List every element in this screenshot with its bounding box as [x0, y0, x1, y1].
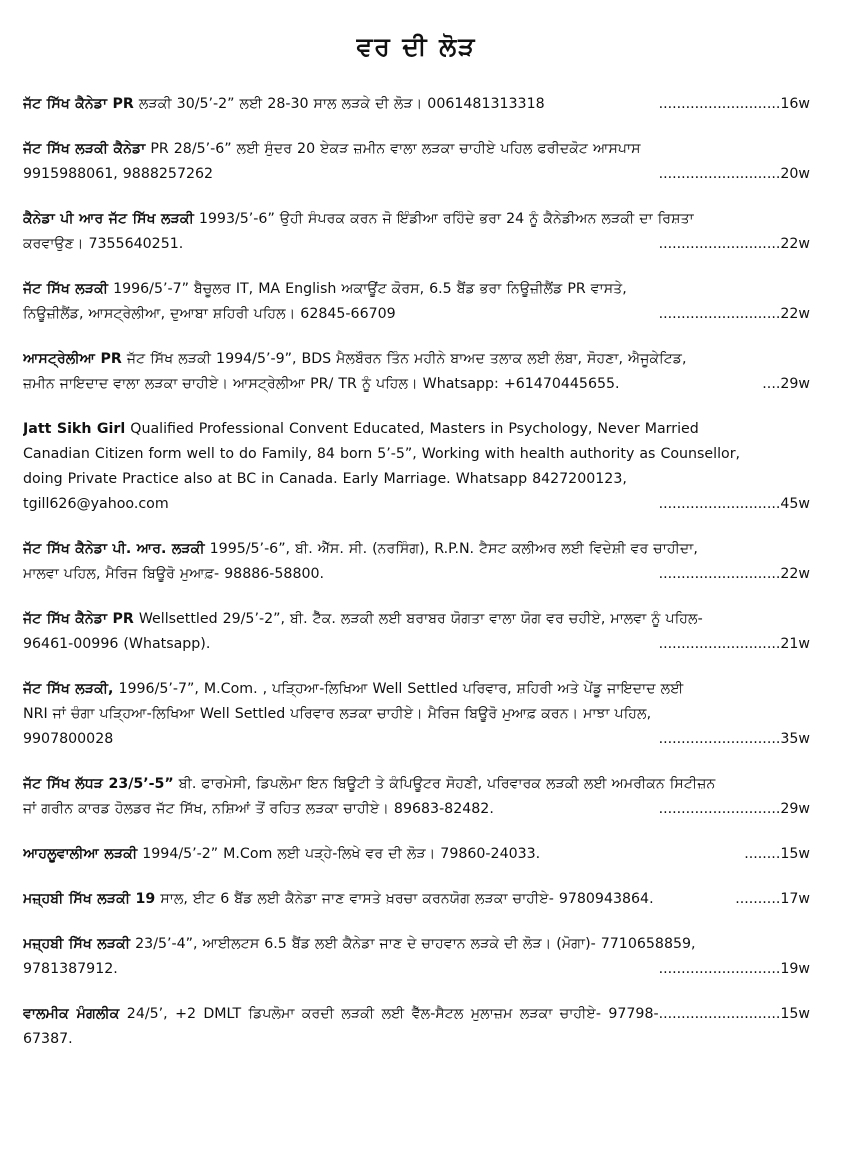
- ad-line: [23, 162, 810, 187]
- ad-line: [23, 537, 810, 562]
- classified-ad: [23, 417, 810, 517]
- ad-lead: ਜੱਟ ਸਿੱਖ ਕੈਨੇਡਾ ਪੀ. ਆਰ. ਲੜਕੀ: [23, 541, 205, 557]
- ad-lead: ਕੈਨੇਡਾ ਪੀ ਆਰ ਜੱਟ ਸਿੱਖ ਲੜਕੀ: [23, 211, 194, 227]
- ad-line: [23, 417, 810, 442]
- ad-separator: [23, 117, 810, 137]
- ad-lead: ਮਜ਼੍ਹਬੀ ਸਿੱਖ ਲੜਕੀ: [23, 936, 131, 952]
- ad-lead: ਆਹਲੂਵਾਲੀਆ ਲੜਕੀ: [23, 846, 138, 862]
- ad-text: 1993/5’-6” ਉਹੀ ਸੰਪਰਕ ਕਰਨ ਜੋ ਇੰਡੀਆ ਰਹਿੰਦੇ ਭਰਾ 24 ਨੂੰ ਕੈਨੇਡੀਅਨ ਲੜਕੀ ਦਾ ਰਿਸ਼ਤਾ: [198, 211, 694, 227]
- classified-ad: [23, 207, 810, 257]
- classified-ad: [23, 842, 810, 867]
- ad-line: [23, 677, 810, 702]
- classified-ad: [23, 137, 810, 187]
- ad-text: ਜ਼ਮੀਨ ਜਾਇਦਾਦ ਵਾਲਾ ਲੜਕਾ ਚਾਹੀਏ। ਆਸਟ੍ਰੇਲੀਆ PR/ TR ਨੂੰ ਪਹਿਲ। Whatsapp: +61470445655.: [23, 376, 620, 392]
- ad-separator: [23, 982, 810, 1002]
- classified-ad: [23, 277, 810, 327]
- ad-lead: ਵਾਲਮੀਕ ਮੰਗਲੀਕ: [23, 1006, 120, 1022]
- ad-lead: ਜੱਟ ਸਿੱਖ ਲੜਕੀ,: [23, 681, 114, 697]
- ad-text: ਸਾਲ, ਈਟ 6 ਬੈਂਡ ਲਈ ਕੈਨੇਡਾ ਜਾਣ ਵਾਸਤੇ ਖ਼ਰਚਾ ਕਰਨਯੋਗ ਲੜਕਾ ਚਾਹੀਏ- 9780943864.: [160, 891, 654, 907]
- ad-separator: [23, 752, 810, 772]
- ad-text: 1996/5’-7”, M.Com. , ਪੜ੍ਹਿਆ-ਲਿਖਿਆ Well Settled ਪਰਿਵਾਰ, ਸ਼ਹਿਰੀ ਅਤੇ ਪੇਂਡੂ ਜਾਇਦਾਦ ਲਈ: [118, 681, 684, 697]
- ad-line: [23, 347, 810, 372]
- ad-separator: [23, 867, 810, 887]
- ad-text: 9915988061, 9888257262: [23, 166, 214, 182]
- ad-text: 23/5’-4”, ਆਈਲਟਸ 6.5 ਬੈਂਡ ਲਈ ਕੈਨੇਡਾ ਜਾਣ ਦੇ ਚਾਹਵਾਨ ਲੜਕੇ ਦੀ ਲੋੜ। (ਮੋਗਾ)- 7710658859,: [135, 936, 696, 952]
- ad-code: ...........................16w: [658, 96, 810, 112]
- ad-code: ...........................21w: [658, 636, 810, 652]
- classified-ad: [23, 607, 810, 657]
- ad-line: [23, 842, 810, 867]
- classified-ad: [23, 887, 810, 912]
- ad-separator: [23, 657, 810, 677]
- classified-ad: [23, 537, 810, 587]
- ad-line: [23, 92, 810, 117]
- ad-line: [23, 772, 810, 797]
- ad-text: 24/5’, +2 DMLT ਡਿਪਲੋਮਾ ਕਰਦੀ ਲੜਕੀ ਲਈ ਵੈੱਲ-ਸੈਟਲ ਮੁਲਾਜ਼ਮ ਲੜਕਾ ਚਾਹੀਏ- 97798-67387.: [23, 1006, 659, 1047]
- ad-lead: ਜੱਟ ਸਿੱਖ ਕੈਨੇਡਾ PR: [23, 611, 134, 627]
- ad-code: ...........................19w: [658, 961, 810, 977]
- ad-text: doing Private Practice also at BC in Canada. Early Marriage. Whatsapp 8427200123,: [23, 471, 627, 487]
- ad-text: ਬੀ. ਫਾਰਮੇਸੀ, ਡਿਪਲੋਮਾ ਇਨ ਬਿਊਟੀ ਤੇ ਕੰਪਿਊਟਰ ਸੋਹਣੀ, ਪਰਿਵਾਰਕ ਲੜਕੀ ਲਈ ਅਮਰੀਕਨ ਸਿਟੀਜ਼ਨ: [178, 776, 716, 792]
- ad-code: ...........................20w: [658, 166, 810, 182]
- ad-text: Qualified Professional Convent Educated, Masters in Psychology, Never Married: [130, 421, 699, 437]
- ad-separator: [23, 187, 810, 207]
- ad-lead: ਜੱਟ ਸਿੱਖ ਕੈਨੇਡਾ PR: [23, 96, 134, 112]
- ad-line: [23, 727, 810, 752]
- ad-line: [23, 887, 810, 912]
- classified-ad: [23, 677, 810, 752]
- ad-text: 9907800028: [23, 731, 114, 747]
- ad-code: ...........................35w: [658, 731, 810, 747]
- ad-line: [23, 302, 810, 327]
- ad-text: tgill626@yahoo.com: [23, 496, 169, 512]
- ad-lead: ਮਜ਼੍ਹਬੀ ਸਿੱਖ ਲੜਕੀ 19: [23, 891, 156, 907]
- ad-code: ...........................15w: [658, 1006, 810, 1022]
- ads-list: [23, 92, 810, 1052]
- ad-line: [23, 1002, 810, 1052]
- ad-code: ...........................29w: [658, 801, 810, 817]
- ad-line: [23, 372, 810, 397]
- ad-line: [23, 562, 810, 587]
- ad-separator: [23, 587, 810, 607]
- ad-text: 1994/5’-2” M.Com ਲਈ ਪੜ੍ਹੇ-ਲਿਖੇ ਵਰ ਦੀ ਲੋੜ। 79860-24033.: [142, 846, 541, 862]
- ad-text: 96461-00996 (Whatsapp).: [23, 636, 211, 652]
- ad-text: ਕਰਵਾਉਣ। 7355640251.: [23, 236, 184, 252]
- ad-line: [23, 207, 810, 232]
- ad-text: ਜੱਟ ਸਿੱਖ ਲੜਕੀ 1994/5’-9”, BDS ਮੈਲਬੌਰਨ ਤਿੰਨ ਮਹੀਨੇ ਬਾਅਦ ਤਲਾਕ ਲਈ ਲੰਬਾ, ਸੋਹਣਾ, ਐਜੂਕੇਟਿਡ,: [126, 351, 687, 367]
- ad-line: [23, 932, 810, 957]
- ad-separator: [23, 397, 810, 417]
- ad-line: [23, 277, 810, 302]
- ad-lead: ਜੱਟ ਸਿੱਖ ਲੜਕੀ ਕੈਨੇਡਾ: [23, 141, 146, 157]
- ad-separator: [23, 327, 810, 347]
- ad-text: ਨਿਊਜ਼ੀਲੈਂਡ, ਆਸਟ੍ਰੇਲੀਆ, ਦੁਆਬਾ ਸ਼ਹਿਰੀ ਪਹਿਲ। 62845-66709: [23, 306, 396, 322]
- ad-code: ..........17w: [735, 891, 810, 907]
- classified-ad: [23, 347, 810, 397]
- ad-code: ........15w: [744, 846, 810, 862]
- ad-line: [23, 607, 810, 632]
- ad-text: Canadian Citizen form well to do Family, 84 born 5’-5”, Working with health authority as Counsellor,: [23, 446, 741, 462]
- classified-ad: [23, 772, 810, 822]
- ad-line: [23, 232, 810, 257]
- classified-ad: [23, 1002, 810, 1052]
- page-title: ਵਰ ਦੀ ਲੋੜ: [356, 32, 477, 61]
- ad-code: ...........................22w: [658, 566, 810, 582]
- ad-text: ਲੜਕੀ 30/5’-2” ਲਈ 28-30 ਸਾਲ ਲੜਕੇ ਦੀ ਲੋੜ। 0061481313318: [138, 96, 545, 112]
- ad-separator: [23, 517, 810, 537]
- ad-lead: ਜੱਟ ਸਿੱਖ ਲੱਧੜ 23/5’-5”: [23, 776, 174, 792]
- ad-text: Wellsettled 29/5’-2”, ਬੀ. ਟੈੱਕ. ਲੜਕੀ ਲਈ ਬਰਾਬਰ ਯੋਗਤਾ ਵਾਲਾ ਯੋਗ ਵਰ ਚਹੀਏ, ਮਾਲਵਾ ਨੂੰ ਪਹਿਲ-: [138, 611, 703, 627]
- ad-text: 1996/5’-7” ਬੈਚੂਲਰ IT, MA English ਅਕਾਊਂਟ ਕੋਰਸ, 6.5 ਬੈਂਡ ਭਰਾ ਨਿਊਜ਼ੀਲੈਂਡ PR ਵਾਸਤੇ,: [113, 281, 627, 297]
- ad-line: [23, 467, 810, 492]
- ad-line: [23, 137, 810, 162]
- ad-text: ਮਾਲਵਾ ਪਹਿਲ, ਮੈਰਿਜ ਬਿਊਰੋ ਮੁਆਫ਼- 98886-58800.: [23, 566, 325, 582]
- ad-line: [23, 702, 810, 727]
- ad-line: [23, 442, 810, 467]
- classified-ad: [23, 932, 810, 982]
- ad-separator: [23, 257, 810, 277]
- ad-lead: Jatt Sikh Girl: [23, 421, 126, 437]
- ad-code: ...........................22w: [658, 306, 810, 322]
- ad-code: ...........................22w: [658, 236, 810, 252]
- classified-ad: [23, 92, 810, 117]
- ad-line: [23, 957, 810, 982]
- ad-line: [23, 797, 810, 822]
- ad-lead: ਆਸਟ੍ਰੇਲੀਆ PR: [23, 351, 122, 367]
- ad-text: 1995/5’-6”, ਬੀ. ਐੱਸ. ਸੀ. (ਨਰਸਿੰਗ), R.P.N. ਟੈਸਟ ਕਲੀਅਰ ਲਈ ਵਿਦੇਸ਼ੀ ਵਰ ਚਾਹੀਦਾ,: [209, 541, 698, 557]
- ad-text: ਜਾਂ ਗਰੀਨ ਕਾਰਡ ਹੋਲਡਰ ਜੱਟ ਸਿੱਖ, ਨਸ਼ਿਆਂ ਤੋਂ ਰਹਿਤ ਲੜਕਾ ਚਾਹੀਏ। 89683-82482.: [23, 801, 494, 817]
- ad-line: [23, 632, 810, 657]
- ad-lead: ਜੱਟ ਸਿੱਖ ਲੜਕੀ: [23, 281, 109, 297]
- ad-separator: [23, 912, 810, 932]
- ad-line: [23, 492, 810, 517]
- ad-text: PR 28/5’-6” ਲਈ ਸੁੰਦਰ 20 ਏਕੜ ਜ਼ਮੀਨ ਵਾਲਾ ਲੜਕਾ ਚਾਹੀਏ ਪਹਿਲ ਫਰੀਦਕੋਟ ਆਸਪਾਸ: [150, 141, 641, 157]
- ad-text: 9781387912.: [23, 961, 118, 977]
- ad-code: ...........................45w: [658, 496, 810, 512]
- ad-text: NRI ਜਾਂ ਚੰਗਾ ਪੜ੍ਹਿਆ-ਲਿਖਿਆ Well Settled ਪਰਿਵਾਰ ਲੜਕਾ ਚਾਹੀਏ। ਮੈਰਿਜ ਬਿਊਰੋ ਮੁਆਫ਼ ਕਰਨ। ਮਾਝਾ ਪਹਿਲ,: [23, 706, 652, 722]
- ad-code: ....29w: [762, 376, 810, 392]
- ad-separator: [23, 822, 810, 842]
